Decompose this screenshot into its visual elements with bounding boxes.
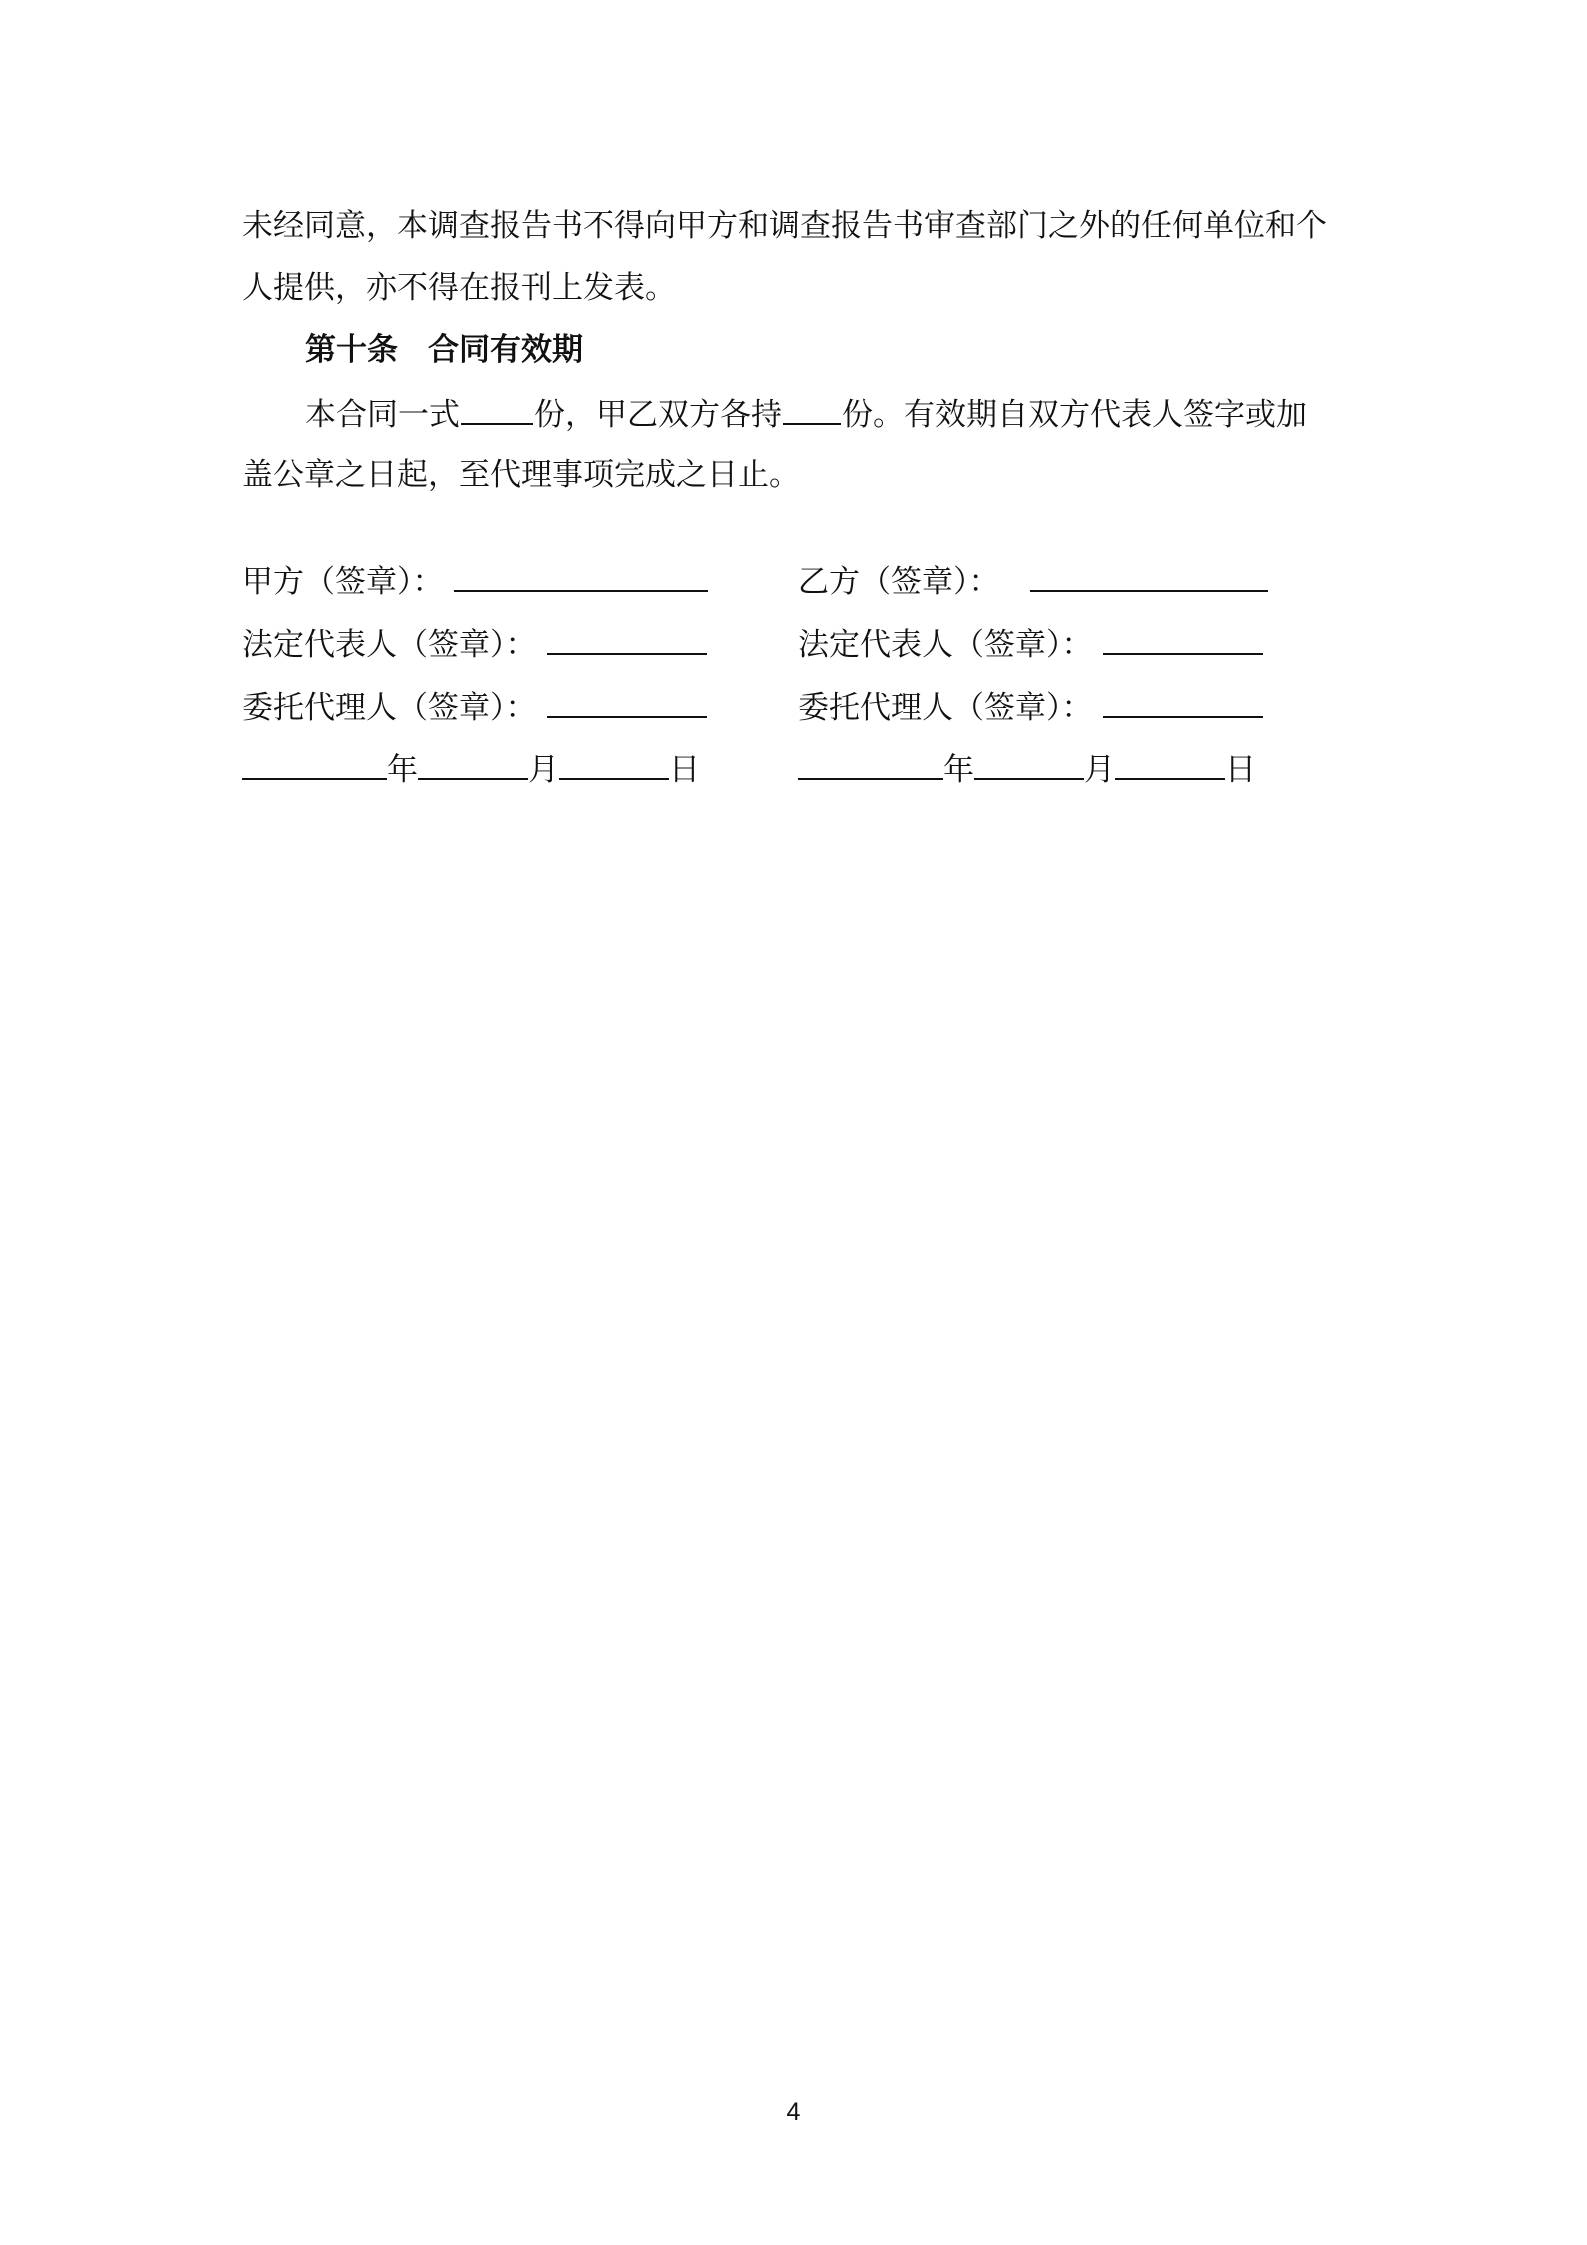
party-a-day-line [559, 748, 669, 780]
party-a-month-label: 月 [528, 752, 559, 788]
party-a-agent-row [242, 686, 707, 728]
paragraph-text: 份。有效期自双方代表人签字或加 [842, 397, 1307, 433]
party-b-sign-line [1030, 560, 1268, 592]
party-b-year-label: 年 [943, 752, 974, 788]
party-b-day-label: 日 [1225, 752, 1256, 788]
party-b-sign-label: 乙方（签章）： [798, 564, 1000, 600]
party-b-month-line [974, 748, 1084, 780]
party-a-legal-rep-line [547, 623, 707, 655]
paragraph-line: 盖公章之日起，至代理事项完成之日止。 [242, 457, 800, 493]
party-a-date-row [242, 748, 700, 790]
party-b-agent-line [1103, 686, 1263, 718]
party-a-legal-rep-label: 法定代表人（签章）： [242, 627, 537, 663]
party-a-sign-line [454, 560, 708, 592]
party-b-date-row [798, 748, 1256, 790]
party-a-day-label: 日 [669, 752, 700, 788]
party-b-legal-rep-row [798, 623, 1263, 665]
paragraph-text: 份，甲乙双方各持 [534, 397, 782, 433]
party-b-year-line [798, 748, 943, 780]
paragraph-line: 未经同意，本调查报告书不得向甲方和调查报告书审查部门之外的任何单位和个 [242, 208, 1327, 244]
article-number: 第十条 [305, 332, 398, 368]
party-b-agent-label: 委托代理人（签章）： [798, 690, 1093, 726]
party-b-month-label: 月 [1084, 752, 1115, 788]
article-title: 合同有效期 [428, 332, 583, 368]
party-a-year-label: 年 [387, 752, 418, 788]
party-a-sign-label: 甲方（签章）： [242, 564, 444, 600]
party-a-agent-label: 委托代理人（签章）： [242, 690, 537, 726]
page-number: 4 [786, 2098, 801, 2126]
article-heading [305, 330, 583, 370]
party-a-sign-row [242, 560, 708, 602]
party-b-legal-rep-label: 法定代表人（签章）： [798, 627, 1093, 663]
paragraph-text: 本合同一式 [305, 397, 460, 433]
party-b-legal-rep-line [1103, 623, 1263, 655]
copies-total-blank [461, 393, 533, 425]
party-a-agent-line [547, 686, 707, 718]
party-a-year-line [242, 748, 387, 780]
paragraph-line: 人提供，亦不得在报刊上发表。 [242, 270, 676, 306]
party-a-legal-rep-row [242, 623, 707, 665]
party-a-month-line [418, 748, 528, 780]
party-b-sign-row [798, 560, 1268, 602]
paragraph-line [305, 393, 1307, 435]
party-b-agent-row [798, 686, 1263, 728]
party-b-day-line [1115, 748, 1225, 780]
copies-each-blank [783, 393, 841, 425]
